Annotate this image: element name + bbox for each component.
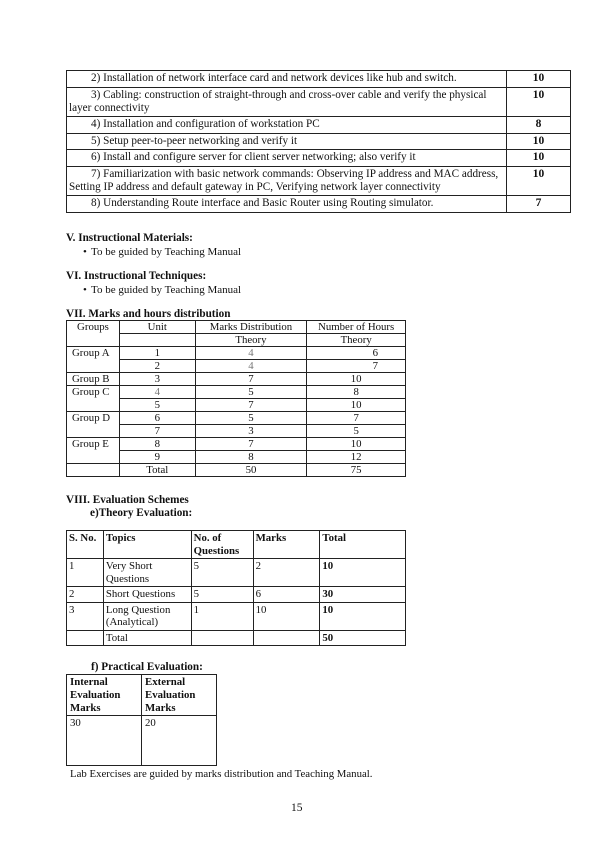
hours-cell: 10 [307,438,406,451]
marks-cell: 2 [253,559,320,587]
group-cell [67,451,120,464]
lab-item-hours: 10 [507,87,571,116]
unit-cell: 3 [119,373,195,386]
marks-cell: 5 [195,412,307,425]
unit-cell: 9 [119,451,195,464]
sn-cell: 2 [67,587,104,603]
table-row [67,602,406,630]
marks-cell: 7 [195,399,307,412]
hours-cell: 10 [307,399,406,412]
marks-hours-table [66,320,406,477]
table-row [67,399,406,412]
lab-item-hours: 10 [507,166,571,195]
total-value: 50 [320,630,406,646]
marks-cell: 7 [195,373,307,386]
lab-item-text: 4) Installation and configuration of workstation PC [67,117,507,134]
hours-cell: 12 [307,451,406,464]
unit-cell: 7 [119,425,195,438]
table-row [67,133,571,150]
hours-cell: 7 [307,412,406,425]
table-row [67,166,571,195]
marks-cell: 7 [195,438,307,451]
group-cell [67,425,120,438]
group-cell: Group D [67,412,120,425]
marks-cell: 5 [195,386,307,399]
table-total-row [67,464,406,477]
subheader-hours: Theory [307,334,406,347]
lab-item-hours: 10 [507,71,571,88]
group-cell [67,360,120,373]
hours-cell: 6 [307,347,406,360]
table-row [67,87,571,116]
lab-item-hours: 8 [507,117,571,134]
unit-cell: 5 [119,399,195,412]
topic-cell: Very Short Questions [103,559,191,587]
total-cell: 10 [320,602,406,630]
sn-cell: 3 [67,602,104,630]
lab-item-text: 2) Installation of network interface card and network devices like hub and switch. [67,71,507,88]
marks-cell: 4 [195,347,307,360]
header-topics: Topics [103,531,191,559]
marks-cell: 6 [253,587,320,603]
hours-cell: 10 [307,373,406,386]
unit-cell: 6 [119,412,195,425]
table-row [67,425,406,438]
lab-item-text: 7) Familiarization with basic network commands: Observing IP address and MAC address, Setting IP address and default gateway in PC, Verifying network layer connectivity [67,166,507,195]
subheading-practical-evaluation: f) Practical Evaluation: [91,661,203,673]
header-hours: Number of Hours [307,321,406,334]
lab-item-hours: 10 [507,150,571,167]
header-groups: Groups [67,321,120,334]
section-heading-instructional-techniques: VI. Instructional Techniques: [66,270,207,282]
internal-marks: 30 [67,716,142,766]
section-heading-instructional-materials: V. Instructional Materials: [66,232,193,244]
table-row [67,71,571,88]
header-unit: Unit [119,321,195,334]
topic-cell: Short Questions [103,587,191,603]
header-sn: S. No. [67,531,104,559]
table-header-row [67,531,406,559]
page-number: 15 [291,802,303,814]
total-label: Total [103,630,191,646]
lab-item-text: 8) Understanding Route interface and Basic Router using Routing simulator. [67,196,507,213]
table-subheader-row [67,334,406,347]
table-row [67,716,217,766]
marks-cell: 8 [195,451,307,464]
table-row [67,150,571,167]
table-row [67,559,406,587]
lab-exercise-note: Lab Exercises are guided by marks distribution and Teaching Manual. [70,768,373,780]
hours-cell: 7 [307,360,406,373]
section-heading-marks-hours: VII. Marks and hours distribution [66,308,231,320]
group-cell [67,399,120,412]
external-marks: 20 [142,716,217,766]
table-header-row [67,321,406,334]
bullet-item: • To be guided by Teaching Manual [91,284,241,297]
practical-evaluation-table [66,674,217,766]
table-header-row [67,675,217,716]
unit-cell: 2 [119,360,195,373]
group-cell: Group A [67,347,120,360]
header-marks: Marks Distribution [195,321,307,334]
total-cell: 10 [320,559,406,587]
table-row [67,386,406,399]
marks-cell: 3 [195,425,307,438]
unit-cell: 1 [119,347,195,360]
unit-cell: 4 [119,386,195,399]
table-row [67,412,406,425]
topic-cell: Long Question (Analytical) [103,602,191,630]
table-row [67,117,571,134]
group-cell: Group E [67,438,120,451]
lab-item-hours: 10 [507,133,571,150]
table-total-row [67,630,406,646]
lab-item-hours: 7 [507,196,571,213]
table-row [67,438,406,451]
table-row [67,587,406,603]
table-row [67,347,406,360]
subheading-theory-evaluation: e)Theory Evaluation: [90,507,193,519]
hours-cell: 8 [307,386,406,399]
theory-evaluation-table [66,530,406,646]
lab-exercises-table [66,70,571,213]
group-cell: Group C [67,386,120,399]
header-num-questions: No. of Questions [191,531,253,559]
bullet-item: • To be guided by Teaching Manual [91,246,241,259]
table-row [67,196,571,213]
marks-cell: 4 [195,360,307,373]
table-row [67,373,406,386]
marks-cell: 10 [253,602,320,630]
subheader-marks: Theory [195,334,307,347]
header-total: Total [320,531,406,559]
section-heading-evaluation-schemes: VIII. Evaluation Schemes [66,494,189,506]
table-row [67,451,406,464]
hours-cell: 5 [307,425,406,438]
header-external: External Evaluation Marks [142,675,217,716]
table-row [67,360,406,373]
lab-item-text: 6) Install and configure server for client server networking; also verify it [67,150,507,167]
num-cell: 1 [191,602,253,630]
group-cell: Group B [67,373,120,386]
total-label: Total [119,464,195,477]
lab-item-text: 5) Setup peer-to-peer networking and verify it [67,133,507,150]
num-cell: 5 [191,559,253,587]
sn-cell: 1 [67,559,104,587]
total-cell: 30 [320,587,406,603]
num-cell: 5 [191,587,253,603]
header-marks: Marks [253,531,320,559]
lab-item-text: 3) Cabling: construction of straight-through and cross-over cable and verify the physical layer connectivity [67,87,507,116]
total-hours: 75 [307,464,406,477]
header-internal: Internal Evaluation Marks [67,675,142,716]
unit-cell: 8 [119,438,195,451]
total-marks: 50 [195,464,307,477]
